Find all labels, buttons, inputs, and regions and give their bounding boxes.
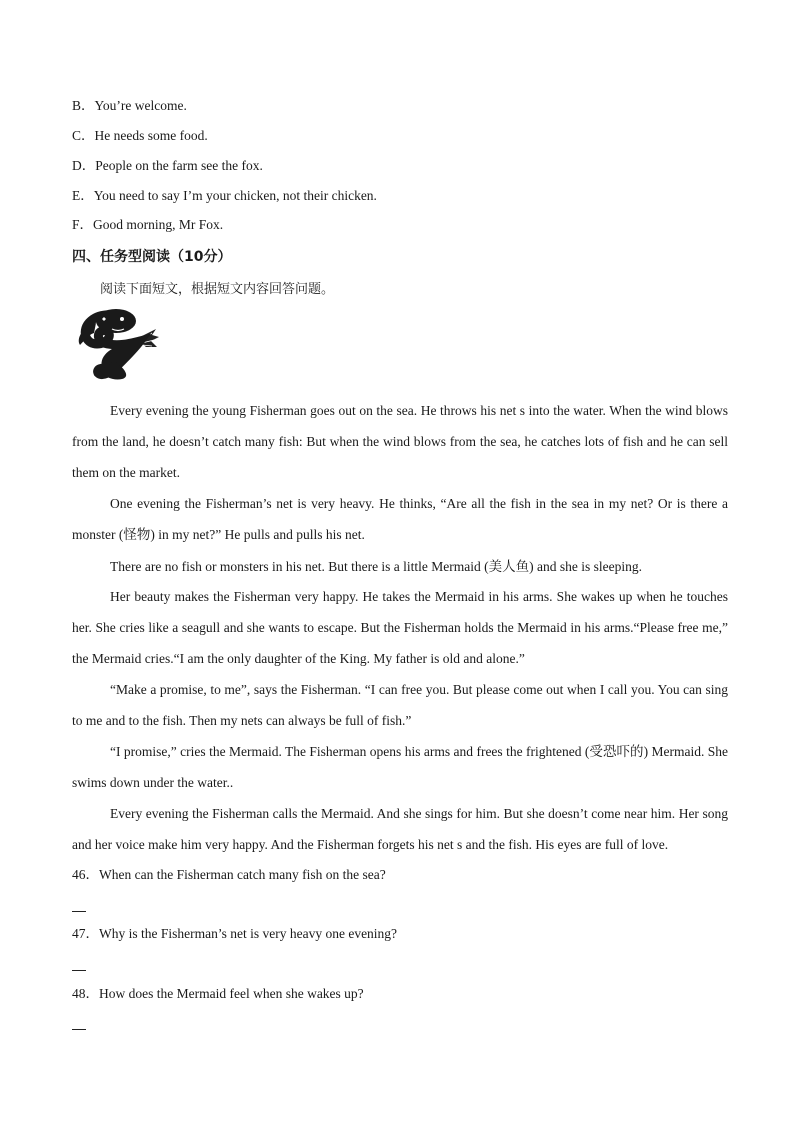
option-d: D．People on the farm see the fox. [72, 158, 263, 173]
option-e: E．You need to say I’m your chicken, not their chicken. [72, 188, 377, 203]
option-b: B．You’re welcome. [72, 98, 187, 113]
passage-paragraph-7: Every evening the Fisherman calls the Mermaid. And she sings for him. But she doesn’t come near him. Her song and her voice make him very happy. And the Fisherman forgets his net s and the fish. His eyes are full of love. [72, 806, 728, 852]
passage-paragraph-4: Her beauty makes the Fisherman very happy. He takes the Mermaid in his arms. She wakes up when he touches her. She cries like a seagull and she wants to escape. But the Fisherman holds the Mermaid in his arms.“Please free me,” the Mermaid cries.“I am the only daughter of the King. My father is old and alone.” [72, 589, 728, 666]
option-f: F．Good morning, Mr Fox. [72, 217, 224, 232]
option-c: C．He needs some food. [72, 128, 208, 143]
passage-paragraph-6: “I promise,” cries the Mermaid. The Fisherman opens his arms and frees the frightened (受恐吓的) Mermaid. She swims down under the water.. [72, 744, 728, 790]
question-48: 48．How does the Mermaid feel when she wakes up? [72, 986, 364, 1001]
answer-blank-48[interactable] [72, 1029, 86, 1030]
answer-blank-46[interactable] [72, 911, 86, 912]
passage-paragraph-1: Every evening the young Fisherman goes out on the sea. He throws his net s into the water. When the wind blows from the land, he doesn’t catch many fish: But when the wind blows from the sea, he catches lots of fish and he can sell them on the market. [72, 403, 728, 480]
question-46: 46．When can the Fisherman catch many fish on the sea? [72, 867, 386, 882]
passage-paragraph-3: There are no fish or monsters in his net. But there is a little Mermaid (美人鱼) and she is sleeping. [110, 559, 643, 574]
section-instruction: 阅读下面短文，根据短文内容回答问题。 [100, 282, 335, 297]
passage-paragraph-5: “Make a promise, to me”, says the Fisherman. “I can free you. But please come out when I call you. You can sing to me and to the fish. Then my nets can always be full of fish.” [72, 682, 728, 728]
passage-paragraph-2: One evening the Fisherman’s net is very heavy. He thinks, “Are all the fish in the sea in my net? Or is there a monster (怪物) in my net?” He pulls and pulls his net. [72, 496, 728, 542]
question-47: 47．Why is the Fisherman’s net is very heavy one evening? [72, 926, 398, 941]
section-heading: 四、任务型阅读（10分） [72, 249, 232, 265]
answer-blank-47[interactable] [72, 970, 86, 971]
mermaid-illustration-icon [74, 305, 160, 381]
